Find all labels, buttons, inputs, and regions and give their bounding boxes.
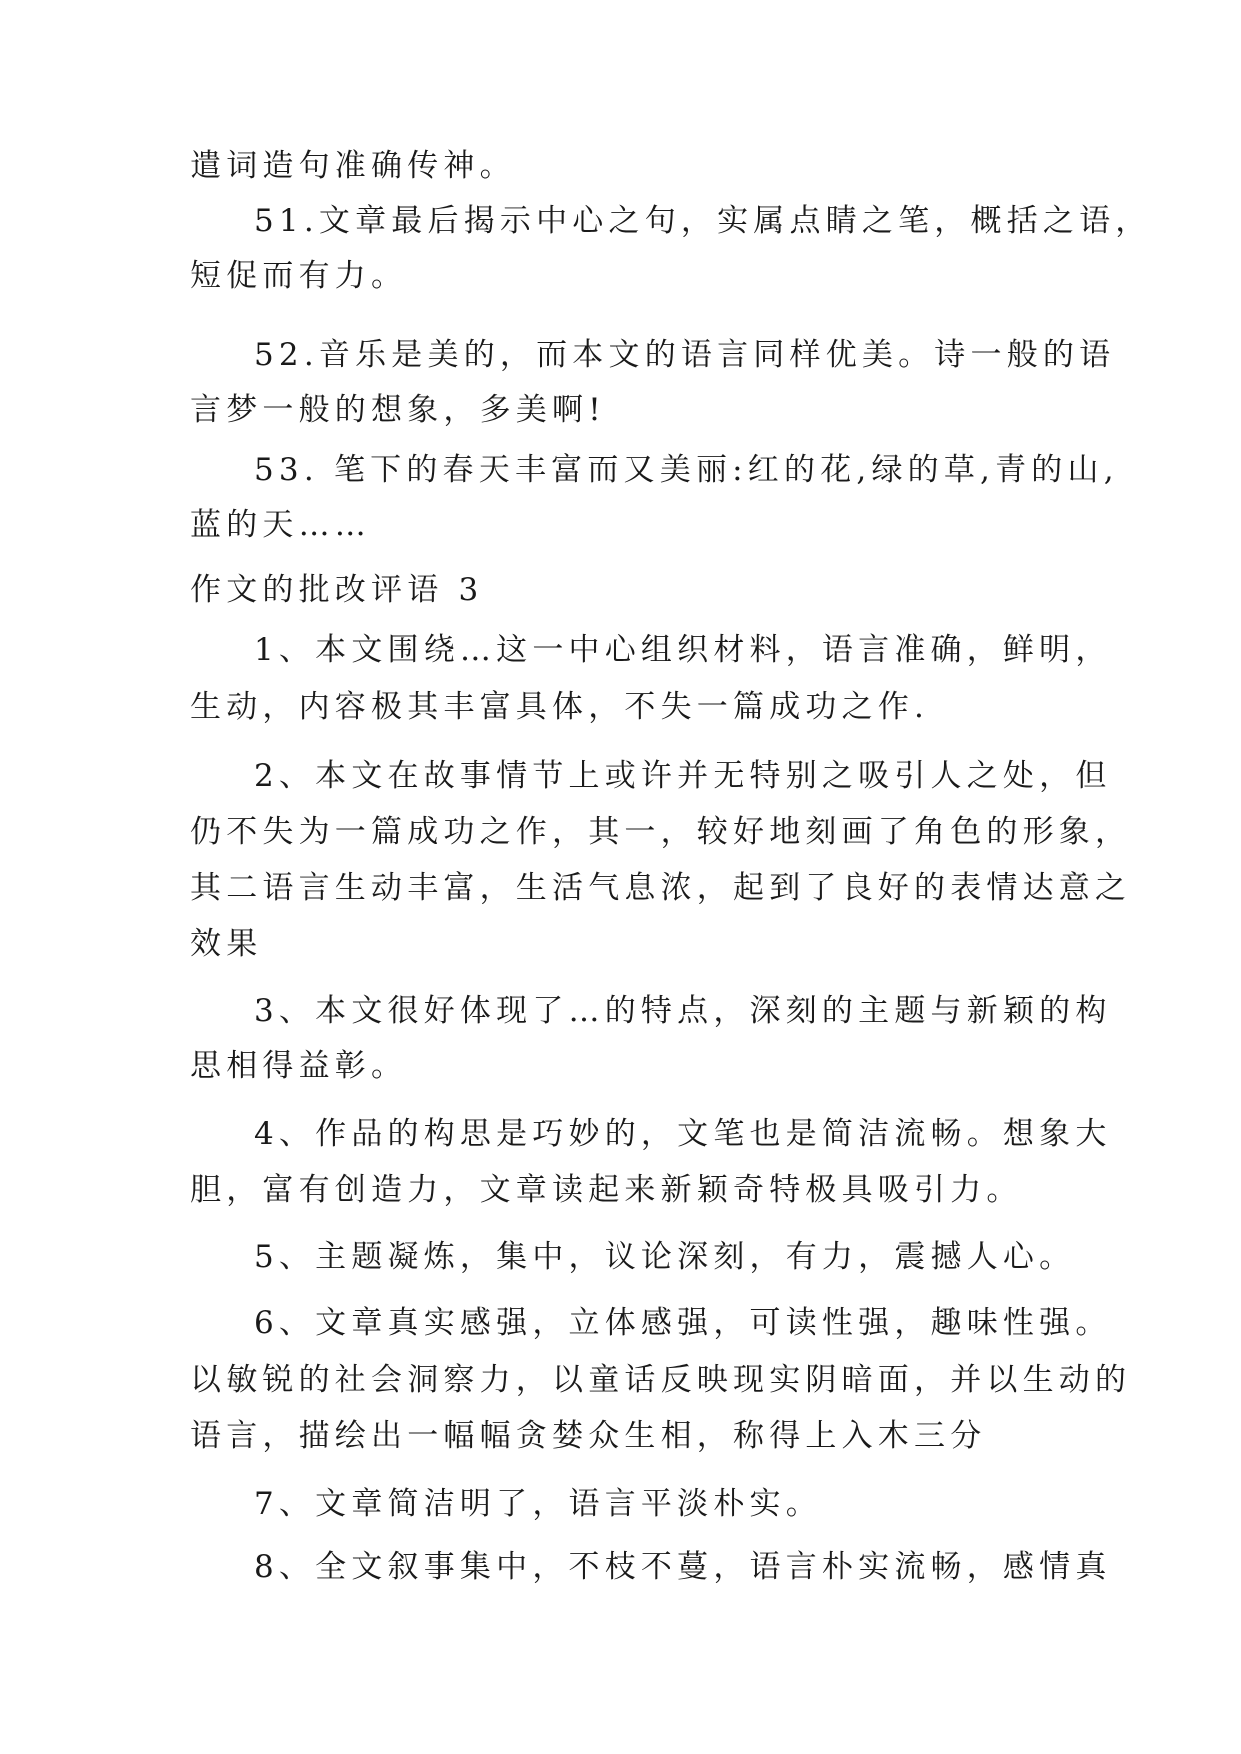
- text-line: 4、作品的构思是巧妙的，文笔也是简洁流畅。想象大: [254, 1116, 1112, 1152]
- text-line: 仍不失为一篇成功之作，其一，较好地刻画了角色的形象，: [190, 814, 1132, 850]
- text-line: 53. 笔下的春天丰富而又美丽:红的花,绿的草,青的山,: [254, 452, 1119, 488]
- text-line: 5、主题凝炼，集中，议论深刻，有力，震撼人心。: [254, 1239, 1076, 1275]
- text-line: 效果: [190, 926, 263, 962]
- text-line: 其二语言生动丰富，生活气息浓，起到了良好的表情达意之: [190, 870, 1132, 906]
- text-line: 2、本文在故事情节上或许并无特别之吸引人之处，但: [254, 758, 1112, 794]
- text-line: 思相得益彰。: [190, 1048, 408, 1084]
- text-line: 52.音乐是美的，而本文的语言同样优美。诗一般的语: [254, 337, 1116, 373]
- text-line: 胆，富有创造力，文章读起来新颖奇特极具吸引力。: [190, 1172, 1023, 1208]
- text-line: 短促而有力。: [190, 258, 408, 294]
- text-line: 8、全文叙事集中，不枝不蔓，语言朴实流畅，感情真: [254, 1549, 1112, 1585]
- text-line: 51.文章最后揭示中心之句，实属点睛之笔，概括之语，: [254, 203, 1152, 239]
- text-line: 6、文章真实感强，立体感强，可读性强，趣味性强。: [254, 1305, 1112, 1341]
- text-line: 以敏锐的社会洞察力，以童话反映现实阴暗面，并以生动的: [190, 1362, 1132, 1398]
- text-line: 3、本文很好体现了…的特点，深刻的主题与新颖的构: [254, 993, 1112, 1029]
- text-line: 1、本文围绕…这一中心组织材料，语言准确，鲜明，: [254, 632, 1112, 668]
- text-line: 生动，内容极其丰富具体，不失一篇成功之作.: [190, 689, 930, 725]
- text-line: 蓝的天……: [190, 507, 371, 543]
- section-heading: 作文的批改评语 3: [190, 572, 484, 608]
- text-line: 7、文章简洁明了，语言平淡朴实。: [254, 1486, 822, 1522]
- text-line: 言梦一般的想象，多美啊!: [190, 392, 606, 428]
- text-line: 语言，描绘出一幅幅贪婪众生相，称得上入木三分: [190, 1418, 987, 1454]
- text-line: 遣词造句准确传神。: [190, 148, 516, 184]
